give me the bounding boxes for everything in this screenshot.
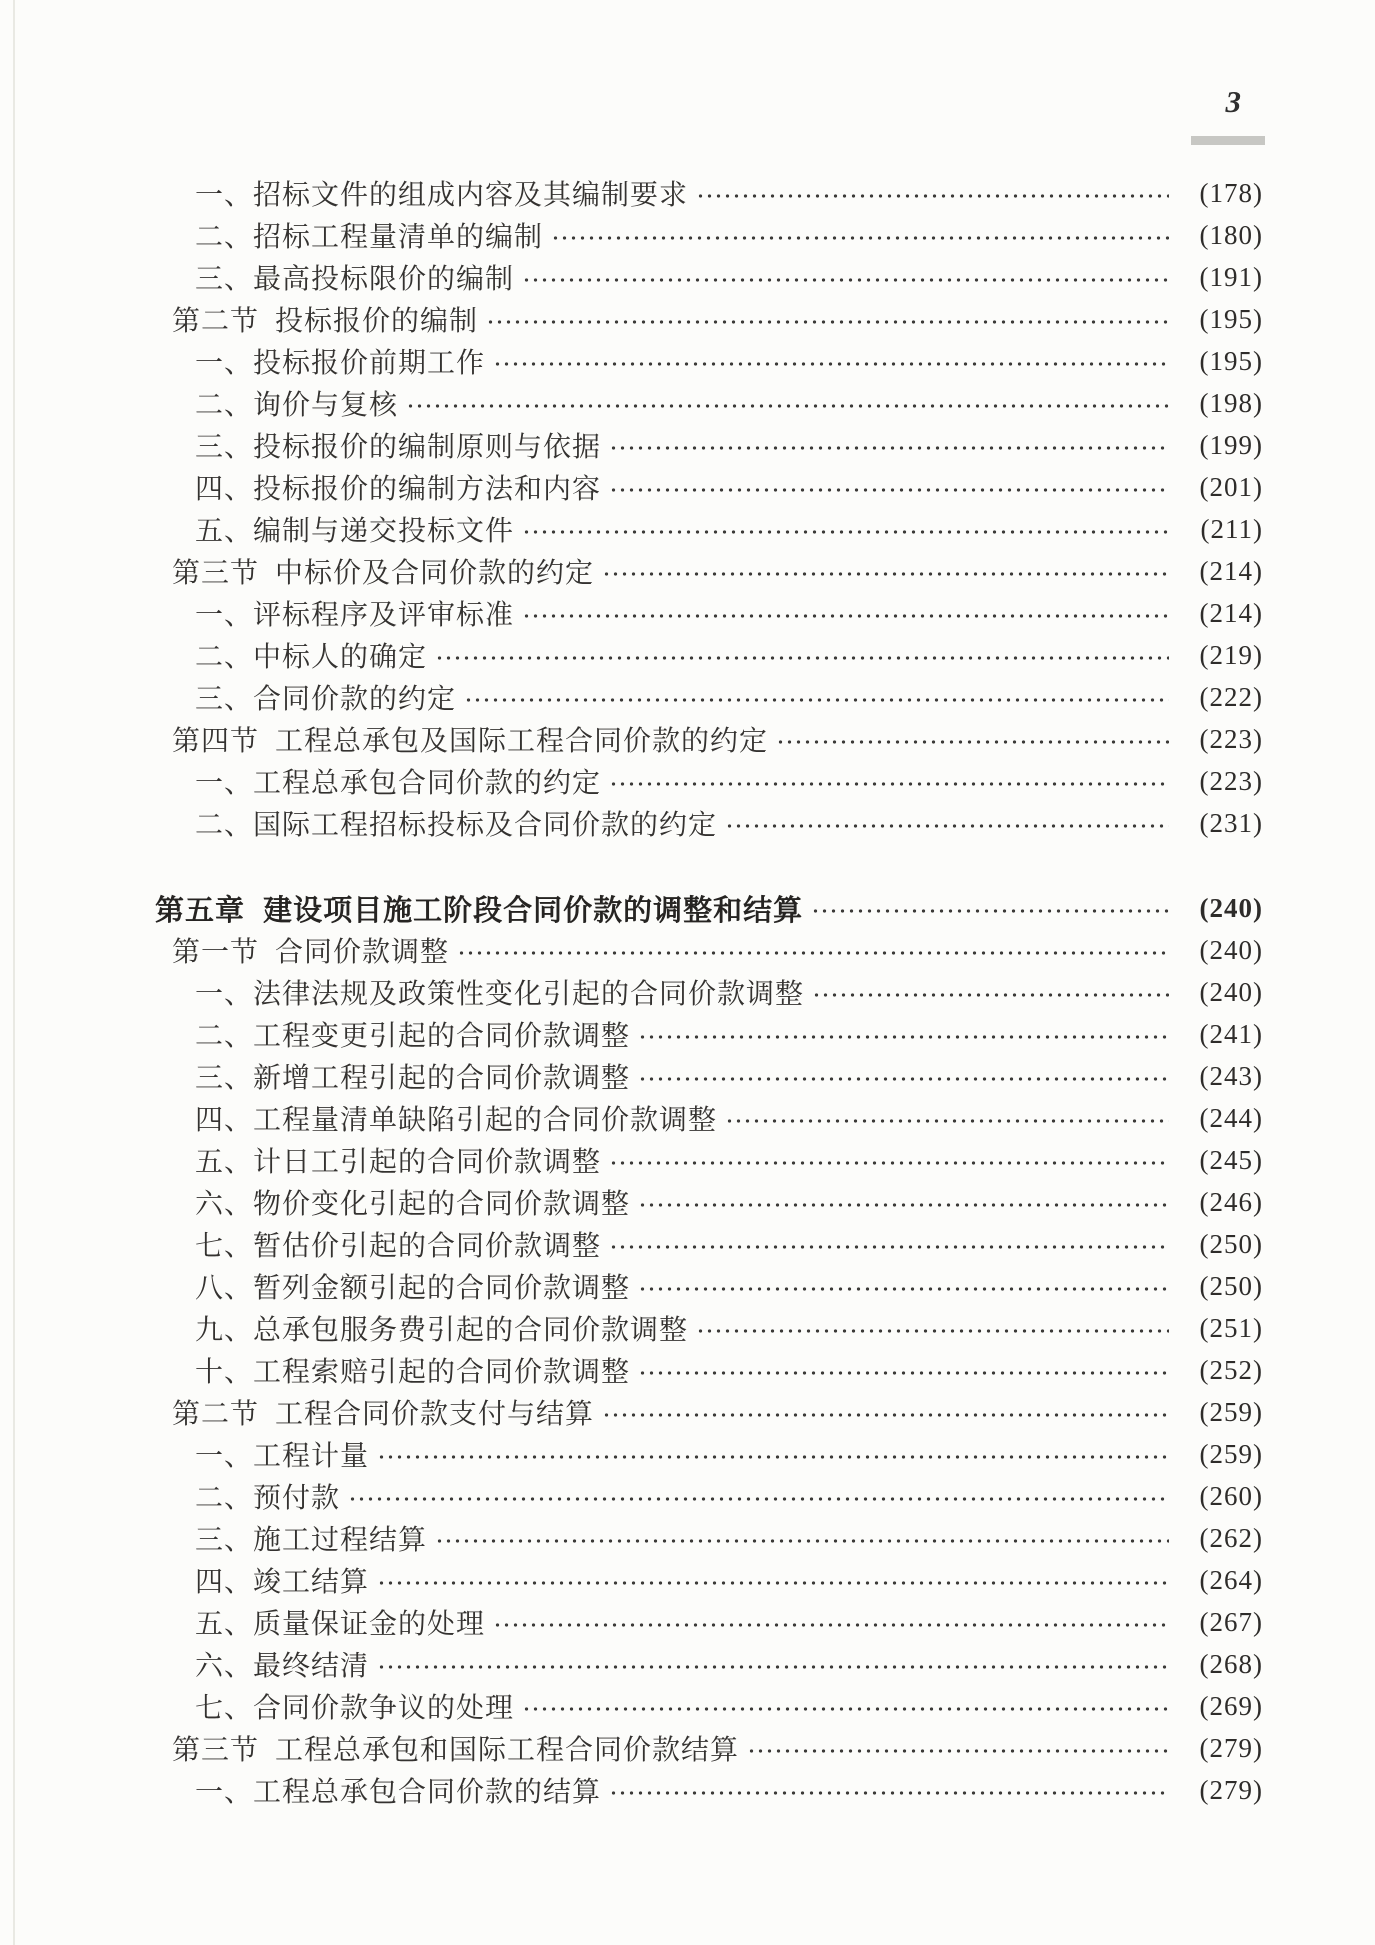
toc-entry-page: (199) bbox=[1199, 429, 1263, 460]
toc-entry-title: 四、工程量清单缺陷引起的合同价款调整 bbox=[195, 1105, 718, 1136]
toc-entry-page: (241) bbox=[1199, 1018, 1263, 1049]
toc-list bbox=[155, 172, 1263, 1811]
toc-entry bbox=[155, 214, 1263, 256]
toc-entry-page: (243) bbox=[1199, 1060, 1263, 1091]
dot-leader bbox=[696, 190, 1169, 202]
toc-entry bbox=[155, 1517, 1263, 1559]
toc-entry-title: 五、编制与递交投标文件 bbox=[195, 516, 515, 547]
toc-entry-page: (268) bbox=[1199, 1648, 1263, 1679]
toc-entry-page: (223) bbox=[1199, 723, 1263, 754]
toc-entry-title: 第一节 合同价款调整 bbox=[172, 937, 450, 968]
toc-entry-title: 第五章 建设项目施工阶段合同价款的调整和结算 bbox=[155, 894, 804, 927]
toc-entry bbox=[155, 382, 1263, 424]
toc-entry-page: (244) bbox=[1199, 1102, 1263, 1133]
toc-entry-title: 三、最高投标限价的编制 bbox=[195, 264, 515, 295]
dot-leader bbox=[457, 947, 1169, 959]
toc-entry-page: (250) bbox=[1199, 1228, 1263, 1259]
toc-entry-title: 第四节 工程总承包及国际工程合同价款的约定 bbox=[172, 726, 769, 757]
toc-entry-title: 六、物价变化引起的合同价款调整 bbox=[195, 1189, 631, 1220]
dot-leader bbox=[522, 526, 1169, 538]
toc-entry-page: (246) bbox=[1199, 1186, 1263, 1217]
toc-entry-page: (240) bbox=[1199, 934, 1263, 965]
dot-leader bbox=[776, 736, 1169, 748]
toc-entry bbox=[155, 550, 1263, 592]
dot-leader bbox=[696, 1325, 1169, 1337]
dot-leader bbox=[464, 694, 1169, 706]
toc-entry-page: (198) bbox=[1199, 387, 1263, 418]
toc-entry-page: (240) bbox=[1199, 976, 1263, 1007]
toc-entry-page: (180) bbox=[1199, 219, 1263, 250]
dot-leader bbox=[602, 1409, 1169, 1421]
toc-entry bbox=[155, 508, 1263, 550]
toc-entry bbox=[155, 592, 1263, 634]
toc-entry-title: 一、法律法规及政策性变化引起的合同价款调整 bbox=[195, 979, 805, 1010]
dot-leader bbox=[522, 274, 1169, 286]
toc-entry-page: (260) bbox=[1199, 1480, 1263, 1511]
toc-entry-title: 四、竣工结算 bbox=[195, 1567, 370, 1598]
dot-leader bbox=[486, 316, 1169, 328]
toc-entry-page: (245) bbox=[1199, 1144, 1263, 1175]
toc-entry bbox=[155, 887, 1263, 929]
toc-entry-page: (231) bbox=[1199, 807, 1263, 838]
dot-leader bbox=[811, 905, 1169, 917]
toc-entry-title: 二、中标人的确定 bbox=[195, 642, 428, 673]
toc-entry-page: (252) bbox=[1199, 1354, 1263, 1385]
page-number-rule bbox=[1191, 136, 1265, 145]
toc-entry-page: (262) bbox=[1199, 1522, 1263, 1553]
dot-leader bbox=[638, 1367, 1169, 1379]
toc-entry bbox=[155, 1223, 1263, 1265]
toc-entry-title: 二、招标工程量清单的编制 bbox=[195, 222, 544, 253]
toc-entry bbox=[155, 1391, 1263, 1433]
toc-entry-title: 三、合同价款的约定 bbox=[195, 684, 457, 715]
dot-leader bbox=[348, 1493, 1169, 1505]
dot-leader bbox=[377, 1577, 1169, 1589]
toc-entry bbox=[155, 1643, 1263, 1685]
toc-entry bbox=[155, 1475, 1263, 1517]
toc-entry-page: (259) bbox=[1199, 1396, 1263, 1427]
dot-leader bbox=[493, 358, 1169, 370]
toc-entry bbox=[155, 1685, 1263, 1727]
toc-entry-page: (191) bbox=[1199, 261, 1263, 292]
toc-entry-page: (251) bbox=[1199, 1312, 1263, 1343]
toc-entry-page: (240) bbox=[1199, 892, 1263, 923]
dot-leader bbox=[609, 442, 1169, 454]
toc-entry bbox=[155, 676, 1263, 718]
toc-entry bbox=[155, 802, 1263, 844]
toc-entry-title: 第二节 投标报价的编制 bbox=[172, 306, 479, 337]
toc-entry-page: (201) bbox=[1199, 471, 1263, 502]
toc-entry-title: 第二节 工程合同价款支付与结算 bbox=[172, 1399, 595, 1430]
toc-entry bbox=[155, 1727, 1263, 1769]
dot-leader bbox=[435, 652, 1169, 664]
toc-entry bbox=[155, 929, 1263, 971]
toc-entry-page: (279) bbox=[1199, 1732, 1263, 1763]
toc-entry bbox=[155, 718, 1263, 760]
toc-entry bbox=[155, 424, 1263, 466]
dot-leader bbox=[609, 778, 1169, 790]
toc-entry-title: 一、投标报价前期工作 bbox=[195, 348, 486, 379]
toc-entry bbox=[155, 298, 1263, 340]
dot-leader bbox=[493, 1619, 1169, 1631]
toc-entry-title: 三、投标报价的编制原则与依据 bbox=[195, 432, 602, 463]
toc-entry-page: (267) bbox=[1199, 1606, 1263, 1637]
scan-edge-line bbox=[13, 0, 15, 1945]
toc-entry-page: (214) bbox=[1199, 597, 1263, 628]
toc-entry bbox=[155, 466, 1263, 508]
toc-entry bbox=[155, 256, 1263, 298]
dot-leader bbox=[609, 1241, 1169, 1253]
dot-leader bbox=[406, 400, 1169, 412]
toc-entry bbox=[155, 1013, 1263, 1055]
toc-entry bbox=[155, 1601, 1263, 1643]
toc-entry-title: 二、工程变更引起的合同价款调整 bbox=[195, 1021, 631, 1052]
toc-entry bbox=[155, 1139, 1263, 1181]
dot-leader bbox=[609, 484, 1169, 496]
toc-entry-page: (269) bbox=[1199, 1690, 1263, 1721]
dot-leader bbox=[551, 232, 1169, 244]
dot-leader bbox=[747, 1745, 1169, 1757]
toc-entry-page: (211) bbox=[1200, 513, 1263, 544]
toc-entry-title: 十、工程索赔引起的合同价款调整 bbox=[195, 1357, 631, 1388]
toc-entry-title: 五、质量保证金的处理 bbox=[195, 1609, 486, 1640]
toc-entry bbox=[155, 971, 1263, 1013]
toc-entry-page: (195) bbox=[1199, 303, 1263, 334]
toc-entry-title: 一、工程计量 bbox=[195, 1441, 370, 1472]
toc-entry bbox=[155, 1055, 1263, 1097]
dot-leader bbox=[522, 610, 1169, 622]
toc-entry-page: (214) bbox=[1199, 555, 1263, 586]
dot-leader bbox=[602, 568, 1169, 580]
dot-leader bbox=[812, 989, 1169, 1001]
toc-entry-title: 一、招标文件的组成内容及其编制要求 bbox=[195, 180, 689, 211]
toc-entry-title: 八、暂列金额引起的合同价款调整 bbox=[195, 1273, 631, 1304]
dot-leader bbox=[377, 1661, 1169, 1673]
toc-entry-title: 六、最终结清 bbox=[195, 1651, 370, 1682]
toc-entry-title: 第三节 中标价及合同价款的约定 bbox=[172, 558, 595, 589]
toc-entry bbox=[155, 1097, 1263, 1139]
dot-leader bbox=[609, 1787, 1169, 1799]
toc-entry bbox=[155, 340, 1263, 382]
toc-entry-title: 第三节 工程总承包和国际工程合同价款结算 bbox=[172, 1735, 740, 1766]
toc-entry bbox=[155, 1307, 1263, 1349]
page-number: 3 bbox=[1225, 84, 1241, 119]
toc-entry-title: 三、新增工程引起的合同价款调整 bbox=[195, 1063, 631, 1094]
toc-entry bbox=[155, 1349, 1263, 1391]
toc-entry-title: 七、暂估价引起的合同价款调整 bbox=[195, 1231, 602, 1262]
toc-entry bbox=[155, 172, 1263, 214]
toc-entry-title: 二、询价与复核 bbox=[195, 390, 399, 421]
dot-leader bbox=[435, 1535, 1169, 1547]
toc-entry-page: (250) bbox=[1199, 1270, 1263, 1301]
dot-leader bbox=[638, 1283, 1169, 1295]
toc-entry-title: 七、合同价款争议的处理 bbox=[195, 1693, 515, 1724]
toc-entry-title: 二、预付款 bbox=[195, 1483, 341, 1514]
toc-entry-page: (264) bbox=[1199, 1564, 1263, 1595]
toc-entry-title: 五、计日工引起的合同价款调整 bbox=[195, 1147, 602, 1178]
toc-entry-page: (259) bbox=[1199, 1438, 1263, 1469]
toc-entry bbox=[155, 1433, 1263, 1475]
toc-entry-title: 四、投标报价的编制方法和内容 bbox=[195, 474, 602, 505]
toc-entry-page: (195) bbox=[1199, 345, 1263, 376]
toc-entry bbox=[155, 1181, 1263, 1223]
toc-entry-page: (279) bbox=[1199, 1774, 1263, 1805]
dot-leader bbox=[725, 820, 1169, 832]
dot-leader bbox=[609, 1157, 1169, 1169]
toc-entry bbox=[155, 760, 1263, 802]
toc-entry-title: 一、工程总承包合同价款的约定 bbox=[195, 768, 602, 799]
toc-entry bbox=[155, 1559, 1263, 1601]
toc-entry-title: 一、工程总承包合同价款的结算 bbox=[195, 1777, 602, 1808]
dot-leader bbox=[522, 1703, 1169, 1715]
toc-entry-title: 三、施工过程结算 bbox=[195, 1525, 428, 1556]
toc-entry-title: 九、总承包服务费引起的合同价款调整 bbox=[195, 1315, 689, 1346]
toc-entry-page: (178) bbox=[1199, 177, 1263, 208]
dot-leader bbox=[725, 1115, 1169, 1127]
toc-entry bbox=[155, 634, 1263, 676]
dot-leader bbox=[638, 1031, 1169, 1043]
toc-entry-title: 一、评标程序及评审标准 bbox=[195, 600, 515, 631]
dot-leader bbox=[638, 1073, 1169, 1085]
toc-entry-title: 二、国际工程招标投标及合同价款的约定 bbox=[195, 810, 718, 841]
toc-entry bbox=[155, 1265, 1263, 1307]
toc-entry-page: (223) bbox=[1199, 765, 1263, 796]
toc-entry-page: (222) bbox=[1199, 681, 1263, 712]
toc-entry-page: (219) bbox=[1199, 639, 1263, 670]
dot-leader bbox=[377, 1451, 1169, 1463]
toc-entry bbox=[155, 1769, 1263, 1811]
dot-leader bbox=[638, 1199, 1169, 1211]
